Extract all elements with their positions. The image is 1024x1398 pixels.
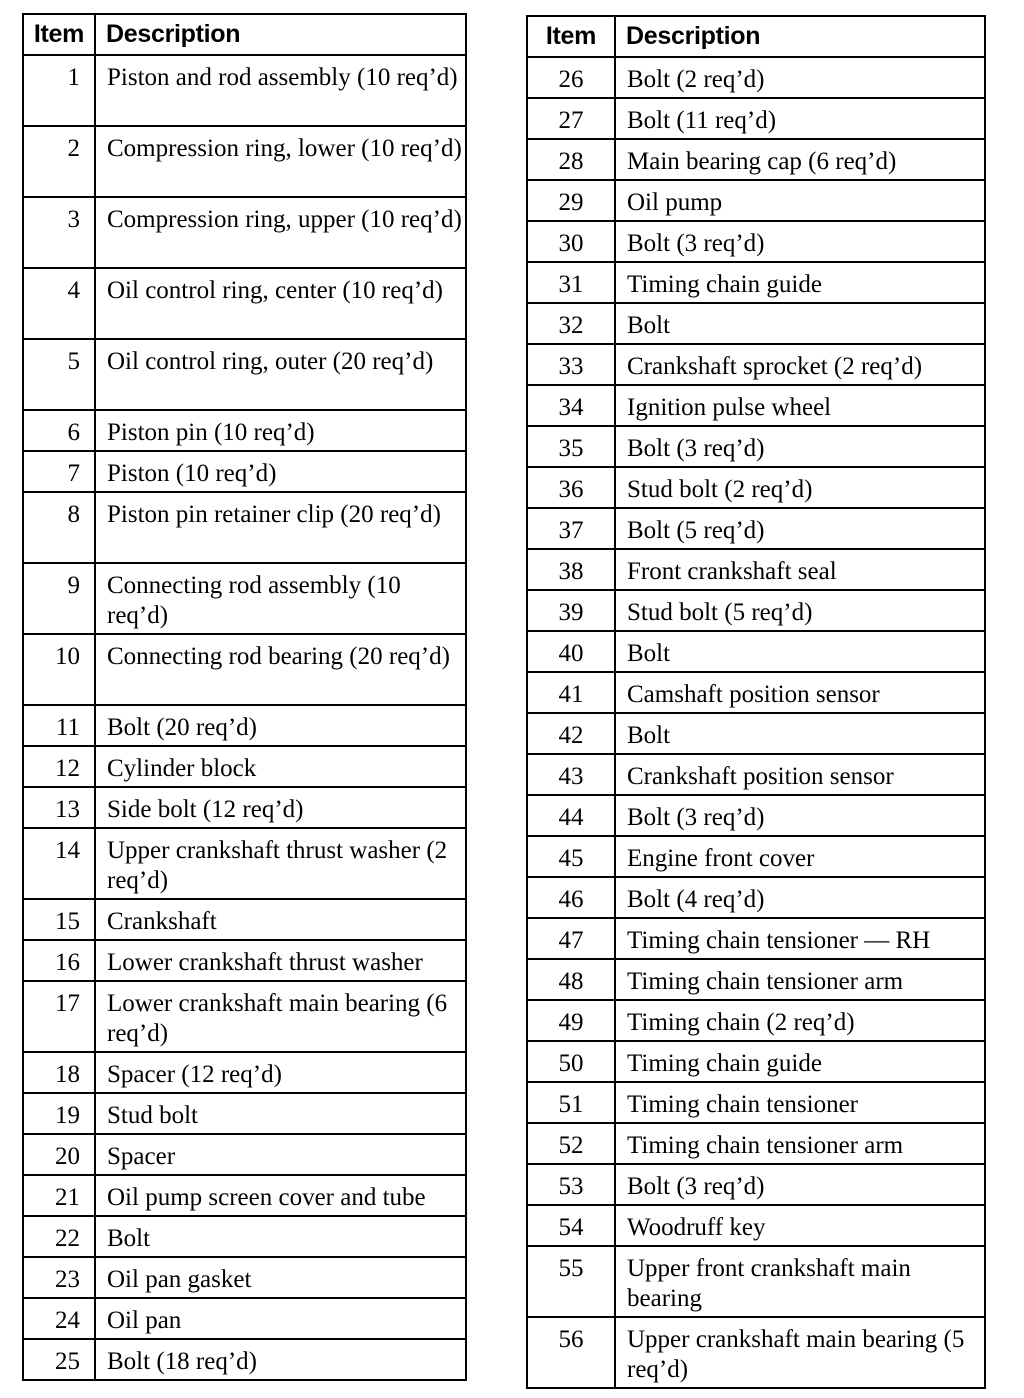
item-description: Piston pin (10 req’d) bbox=[95, 410, 466, 451]
item-number: 48 bbox=[527, 959, 615, 1000]
table-row bbox=[527, 180, 985, 221]
item-number: 30 bbox=[527, 221, 615, 262]
table-row bbox=[23, 268, 466, 339]
item-number: 33 bbox=[527, 344, 615, 385]
item-description: Bolt (3 req’d) bbox=[615, 795, 985, 836]
item-description: Timing chain tensioner arm bbox=[615, 1123, 985, 1164]
item-number: 25 bbox=[23, 1339, 95, 1380]
item-description: Timing chain tensioner bbox=[615, 1082, 985, 1123]
item-number: 10 bbox=[23, 634, 95, 705]
table-row bbox=[527, 1123, 985, 1164]
table-row bbox=[527, 672, 985, 713]
table-row bbox=[23, 787, 466, 828]
item-description: Side bolt (12 req’d) bbox=[95, 787, 466, 828]
item-number: 37 bbox=[527, 508, 615, 549]
item-number: 47 bbox=[527, 918, 615, 959]
table-row bbox=[23, 492, 466, 563]
item-number: 28 bbox=[527, 139, 615, 180]
table-row bbox=[23, 1257, 466, 1298]
item-description: Timing chain guide bbox=[615, 262, 985, 303]
item-description: Oil control ring, outer (20 req’d) bbox=[95, 339, 466, 410]
table-row bbox=[23, 339, 466, 410]
parts-table-right-body bbox=[527, 57, 985, 1388]
item-number: 29 bbox=[527, 180, 615, 221]
item-number: 41 bbox=[527, 672, 615, 713]
table-row bbox=[527, 836, 985, 877]
item-number: 53 bbox=[527, 1164, 615, 1205]
item-description: Cylinder block bbox=[95, 746, 466, 787]
item-description: Bolt (3 req’d) bbox=[615, 426, 985, 467]
table-row bbox=[23, 899, 466, 940]
item-description: Ignition pulse wheel bbox=[615, 385, 985, 426]
table-row bbox=[23, 940, 466, 981]
item-description: Upper crankshaft main bearing (5 req’d) bbox=[615, 1317, 985, 1388]
item-description: Crankshaft position sensor bbox=[615, 754, 985, 795]
table-row bbox=[23, 1052, 466, 1093]
table-row bbox=[23, 1298, 466, 1339]
item-description: Spacer (12 req’d) bbox=[95, 1052, 466, 1093]
item-number: 27 bbox=[527, 98, 615, 139]
item-number: 12 bbox=[23, 746, 95, 787]
item-number: 39 bbox=[527, 590, 615, 631]
table-row bbox=[23, 197, 466, 268]
table-row bbox=[527, 1246, 985, 1317]
table-row bbox=[23, 451, 466, 492]
table-row bbox=[23, 828, 466, 899]
item-description: Piston (10 req’d) bbox=[95, 451, 466, 492]
item-number: 21 bbox=[23, 1175, 95, 1216]
item-number: 2 bbox=[23, 126, 95, 197]
table-row bbox=[527, 754, 985, 795]
table-row bbox=[23, 126, 466, 197]
item-description: Lower crankshaft thrust washer bbox=[95, 940, 466, 981]
item-number: 55 bbox=[527, 1246, 615, 1317]
table-row bbox=[23, 746, 466, 787]
item-description: Bolt (20 req’d) bbox=[95, 705, 466, 746]
table-row bbox=[23, 981, 466, 1052]
item-column-header: Item bbox=[23, 14, 95, 55]
item-description: Timing chain tensioner arm bbox=[615, 959, 985, 1000]
table-row bbox=[23, 1134, 466, 1175]
table-row bbox=[527, 262, 985, 303]
item-description: Stud bolt (2 req’d) bbox=[615, 467, 985, 508]
table-row bbox=[527, 549, 985, 590]
item-description: Bolt bbox=[95, 1216, 466, 1257]
table-row bbox=[527, 1205, 985, 1246]
item-number: 38 bbox=[527, 549, 615, 590]
item-description: Piston and rod assembly (10 req’d) bbox=[95, 55, 466, 126]
table-row bbox=[23, 410, 466, 451]
table-row bbox=[527, 508, 985, 549]
table-row bbox=[23, 1093, 466, 1134]
item-number: 40 bbox=[527, 631, 615, 672]
item-number: 19 bbox=[23, 1093, 95, 1134]
table-row bbox=[23, 705, 466, 746]
item-description: Engine front cover bbox=[615, 836, 985, 877]
item-description: Timing chain tensioner — RH bbox=[615, 918, 985, 959]
item-number: 8 bbox=[23, 492, 95, 563]
item-description: Woodruff key bbox=[615, 1205, 985, 1246]
item-description: Bolt bbox=[615, 303, 985, 344]
parts-table-right bbox=[526, 15, 986, 1389]
item-column-header: Item bbox=[527, 16, 615, 57]
item-description: Compression ring, upper (10 req’d) bbox=[95, 197, 466, 268]
item-number: 23 bbox=[23, 1257, 95, 1298]
table-row bbox=[527, 1041, 985, 1082]
item-description: Stud bolt bbox=[95, 1093, 466, 1134]
item-description: Connecting rod assembly (10 req’d) bbox=[95, 563, 466, 634]
item-description: Bolt (11 req’d) bbox=[615, 98, 985, 139]
item-number: 32 bbox=[527, 303, 615, 344]
item-description: Piston pin retainer clip (20 req’d) bbox=[95, 492, 466, 563]
item-description: Compression ring, lower (10 req’d) bbox=[95, 126, 466, 197]
table-row bbox=[23, 1216, 466, 1257]
table-row bbox=[527, 959, 985, 1000]
table-row bbox=[527, 795, 985, 836]
table-row bbox=[527, 426, 985, 467]
item-description: Oil pan gasket bbox=[95, 1257, 466, 1298]
item-number: 52 bbox=[527, 1123, 615, 1164]
item-description: Bolt (5 req’d) bbox=[615, 508, 985, 549]
parts-table-left bbox=[22, 13, 467, 1381]
item-number: 35 bbox=[527, 426, 615, 467]
table-row bbox=[527, 139, 985, 180]
parts-table-left-body bbox=[23, 55, 466, 1380]
item-description: Bolt bbox=[615, 631, 985, 672]
description-column-header: Description bbox=[615, 16, 985, 57]
item-description: Lower crankshaft main bearing (6 req’d) bbox=[95, 981, 466, 1052]
item-number: 24 bbox=[23, 1298, 95, 1339]
item-number: 22 bbox=[23, 1216, 95, 1257]
item-number: 54 bbox=[527, 1205, 615, 1246]
table-row bbox=[23, 634, 466, 705]
item-number: 5 bbox=[23, 339, 95, 410]
item-number: 6 bbox=[23, 410, 95, 451]
item-description: Oil control ring, center (10 req’d) bbox=[95, 268, 466, 339]
table-row bbox=[527, 385, 985, 426]
item-description: Bolt (3 req’d) bbox=[615, 1164, 985, 1205]
item-number: 7 bbox=[23, 451, 95, 492]
item-description: Timing chain (2 req’d) bbox=[615, 1000, 985, 1041]
table-row bbox=[23, 55, 466, 126]
item-description: Upper crankshaft thrust washer (2 req’d) bbox=[95, 828, 466, 899]
item-description: Front crankshaft seal bbox=[615, 549, 985, 590]
item-description: Bolt (2 req’d) bbox=[615, 57, 985, 98]
table-row bbox=[527, 98, 985, 139]
item-number: 3 bbox=[23, 197, 95, 268]
item-number: 15 bbox=[23, 899, 95, 940]
item-description: Spacer bbox=[95, 1134, 466, 1175]
item-number: 56 bbox=[527, 1317, 615, 1388]
item-number: 51 bbox=[527, 1082, 615, 1123]
item-description: Crankshaft bbox=[95, 899, 466, 940]
item-number: 43 bbox=[527, 754, 615, 795]
item-description: Main bearing cap (6 req’d) bbox=[615, 139, 985, 180]
table-row bbox=[527, 713, 985, 754]
table-row bbox=[23, 563, 466, 634]
item-description: Crankshaft sprocket (2 req’d) bbox=[615, 344, 985, 385]
table-row bbox=[527, 1164, 985, 1205]
item-description: Oil pump bbox=[615, 180, 985, 221]
item-number: 46 bbox=[527, 877, 615, 918]
item-number: 16 bbox=[23, 940, 95, 981]
table-row bbox=[527, 467, 985, 508]
table-row bbox=[527, 344, 985, 385]
table-row bbox=[23, 1175, 466, 1216]
item-number: 44 bbox=[527, 795, 615, 836]
item-description: Oil pump screen cover and tube bbox=[95, 1175, 466, 1216]
item-description: Upper front crankshaft main bearing bbox=[615, 1246, 985, 1317]
item-number: 17 bbox=[23, 981, 95, 1052]
item-number: 26 bbox=[527, 57, 615, 98]
table-row bbox=[527, 1317, 985, 1388]
item-number: 11 bbox=[23, 705, 95, 746]
item-number: 9 bbox=[23, 563, 95, 634]
table-row bbox=[527, 57, 985, 98]
item-number: 13 bbox=[23, 787, 95, 828]
item-number: 18 bbox=[23, 1052, 95, 1093]
table-row bbox=[23, 1339, 466, 1380]
item-number: 31 bbox=[527, 262, 615, 303]
table-row bbox=[527, 221, 985, 262]
item-description: Camshaft position sensor bbox=[615, 672, 985, 713]
item-description: Stud bolt (5 req’d) bbox=[615, 590, 985, 631]
table-row bbox=[527, 877, 985, 918]
item-number: 36 bbox=[527, 467, 615, 508]
table-row bbox=[527, 918, 985, 959]
item-description: Connecting rod bearing (20 req’d) bbox=[95, 634, 466, 705]
item-number: 45 bbox=[527, 836, 615, 877]
header-row bbox=[527, 16, 985, 57]
header-row bbox=[23, 14, 466, 55]
description-column-header: Description bbox=[95, 14, 466, 55]
table-row bbox=[527, 303, 985, 344]
table-row bbox=[527, 631, 985, 672]
item-description: Bolt bbox=[615, 713, 985, 754]
item-number: 42 bbox=[527, 713, 615, 754]
item-number: 20 bbox=[23, 1134, 95, 1175]
item-number: 50 bbox=[527, 1041, 615, 1082]
item-number: 34 bbox=[527, 385, 615, 426]
item-description: Oil pan bbox=[95, 1298, 466, 1339]
item-description: Bolt (3 req’d) bbox=[615, 221, 985, 262]
item-number: 4 bbox=[23, 268, 95, 339]
item-number: 49 bbox=[527, 1000, 615, 1041]
item-number: 1 bbox=[23, 55, 95, 126]
table-row bbox=[527, 1082, 985, 1123]
item-description: Bolt (18 req’d) bbox=[95, 1339, 466, 1380]
item-number: 14 bbox=[23, 828, 95, 899]
item-description: Timing chain guide bbox=[615, 1041, 985, 1082]
table-row bbox=[527, 1000, 985, 1041]
table-row bbox=[527, 590, 985, 631]
item-description: Bolt (4 req’d) bbox=[615, 877, 985, 918]
